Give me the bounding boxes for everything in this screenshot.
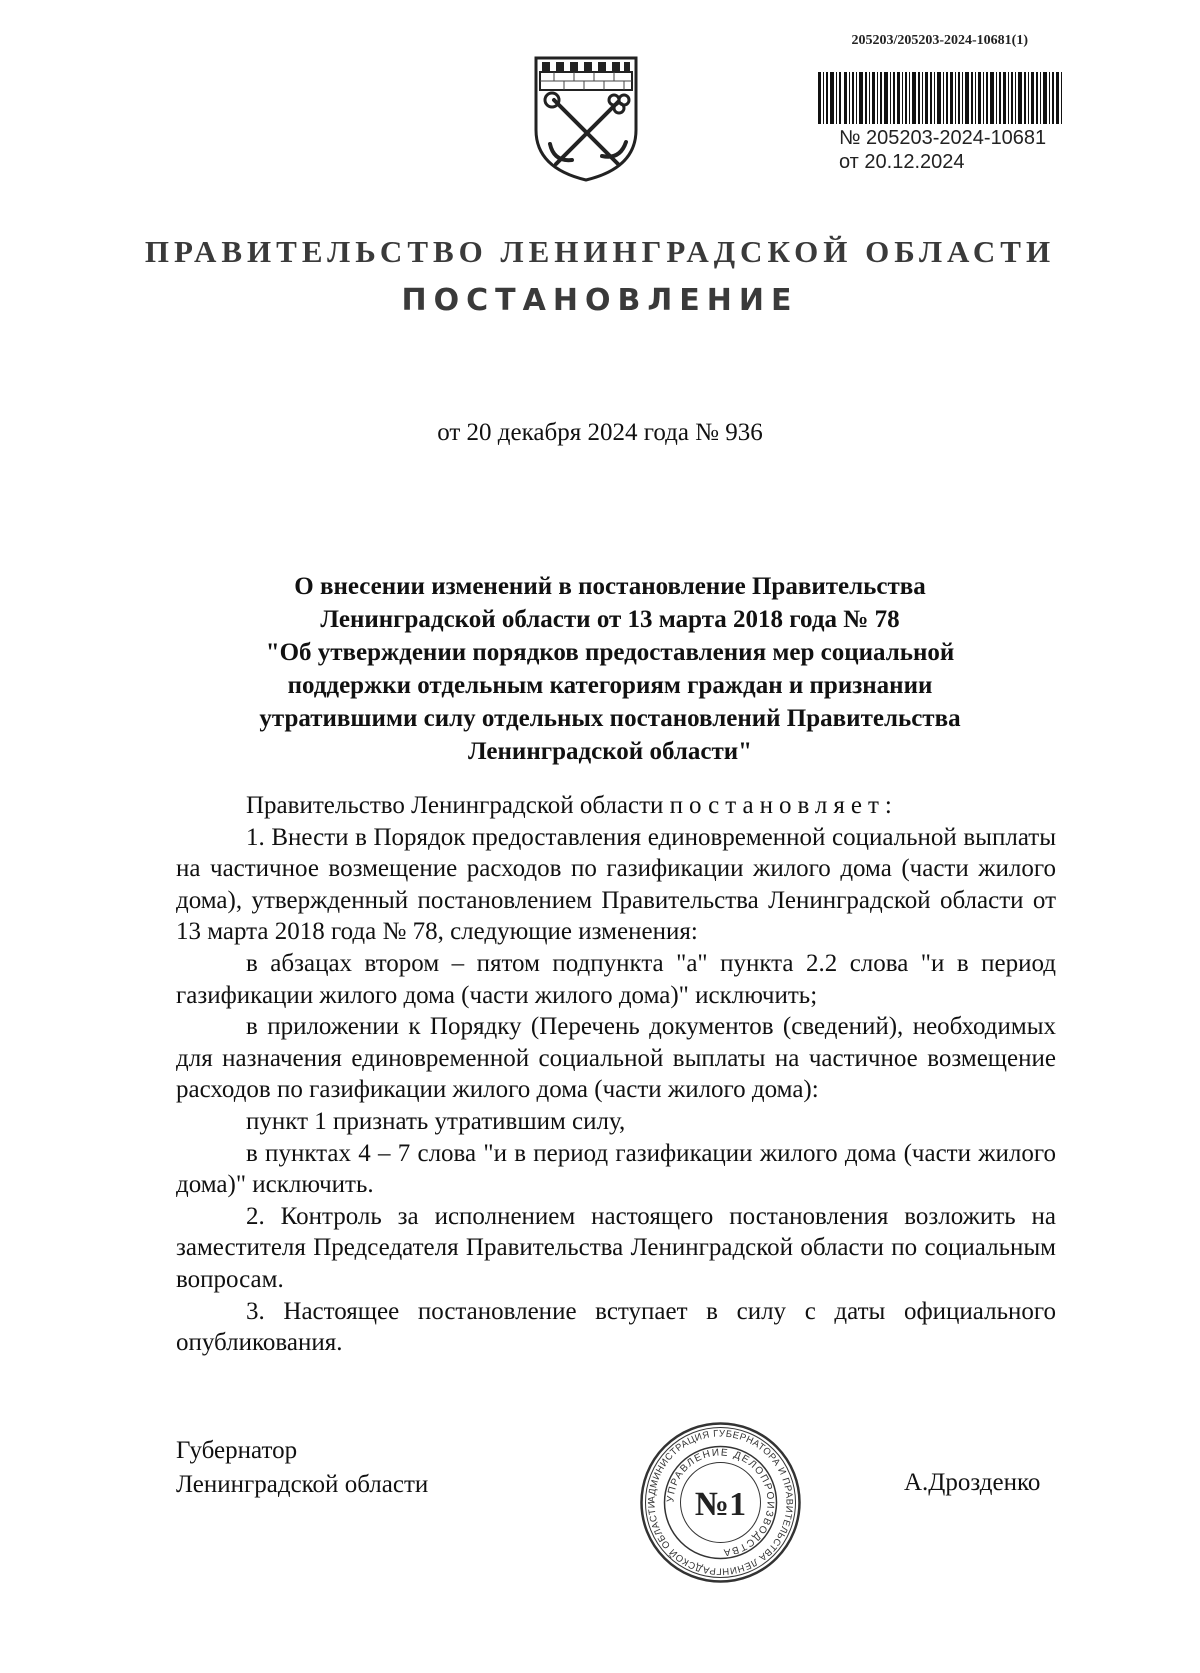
clause-1-amendment-c: пункт 1 признать утратившим силу, — [246, 1107, 626, 1135]
subject-line: поддержки отдельным категориям граждан и признании — [287, 672, 933, 699]
signatory-position — [176, 1434, 428, 1502]
subject-line: Ленинградской области" — [467, 738, 753, 765]
seal-number: №1 — [694, 1486, 747, 1523]
subject-line: утратившими силу отдельных постановлений Правительства — [259, 705, 961, 732]
intro-prefix: Правительство Ленинградской области — [246, 792, 664, 819]
seal-ring-text: АДМИНИСТРАЦИЯ ГУБЕРНАТОРА И ПРАВИТЕЛЬСТВА ЛЕНИНГРАДСКОЙ ОБЛАСТИ — [646, 1428, 795, 1577]
document-id: 205203/205203-2024-10681(1) — [851, 33, 1028, 48]
clause-1-amendment-d: в пунктах 4 – 7 слова "и в период газификации жилого дома (части жилого дома)" исключить. — [176, 1139, 1056, 1199]
intro-paragraph — [176, 790, 1056, 822]
document-body — [176, 790, 1056, 1359]
document-type-title: ПОСТАНОВЛЕНИЕ — [401, 283, 799, 318]
registration-date: от 20.12.2024 — [839, 151, 965, 173]
subject-line: О внесении изменений в постановление Правительства — [294, 573, 926, 600]
intro-decree-word: постановляет: — [669, 792, 898, 819]
barcode-icon — [818, 72, 1062, 124]
signatory-position-line: Губернатор — [176, 1437, 298, 1464]
government-title: ПРАВИТЕЛЬСТВО ЛЕНИНГРАДСКОЙ ОБЛАСТИ — [144, 234, 1056, 269]
clause-2: 2. Контроль за исполнением настоящего постановления возложить на заместителя Председателя Правительства Ленинградской области по социальным вопросам. — [176, 1202, 1056, 1293]
document-subject — [180, 570, 1040, 768]
clause-1-amendment-b: в приложении к Порядку (Перечень документов (сведений), необходимых для назначения единовременной социальной выплаты на частичное возмещение расходов по газификации жилого дома (части жилого дома): — [176, 1013, 1056, 1104]
registration-number: № 205203-2024-10681 — [839, 127, 1047, 149]
clause-3: 3. Настоящее постановление вступает в силу с даты официального опубликования. — [176, 1297, 1056, 1357]
subject-line: "Об утверждении порядков предоставления мер социальной — [265, 639, 955, 666]
clause-1: 1. Внести в Порядок предоставления единовременной социальной выплаты на частичное возмещение расходов по газификации жилого дома (части жилого дома), утвержденный постановлением Правительства Ленинградской области от 13 марта 2018 года № 78, следующие изменения: — [176, 823, 1056, 946]
signatory-position-line: Ленинградской области — [176, 1471, 429, 1498]
clause-1-amendment-a: в абзацах втором – пятом подпункта "а" пункта 2.2 слова "и в период газификации жилого дома (части жилого дома)" исключить; — [176, 949, 1056, 1009]
registration-block — [839, 126, 1046, 174]
leningrad-oblast-coat-of-arms-icon — [530, 52, 642, 184]
signatory-name: А.Дрозденко — [904, 1469, 1041, 1496]
subject-line: Ленинградской области от 13 марта 2018 года № 78 — [320, 606, 900, 633]
official-stamp-icon — [638, 1420, 803, 1585]
seal-inner-text: УПРАВЛЕНИЕ ДЕЛОПРОИЗВОДСТВА — [665, 1447, 776, 1558]
document-date-number: от 20 декабря 2024 года № 936 — [437, 419, 763, 446]
